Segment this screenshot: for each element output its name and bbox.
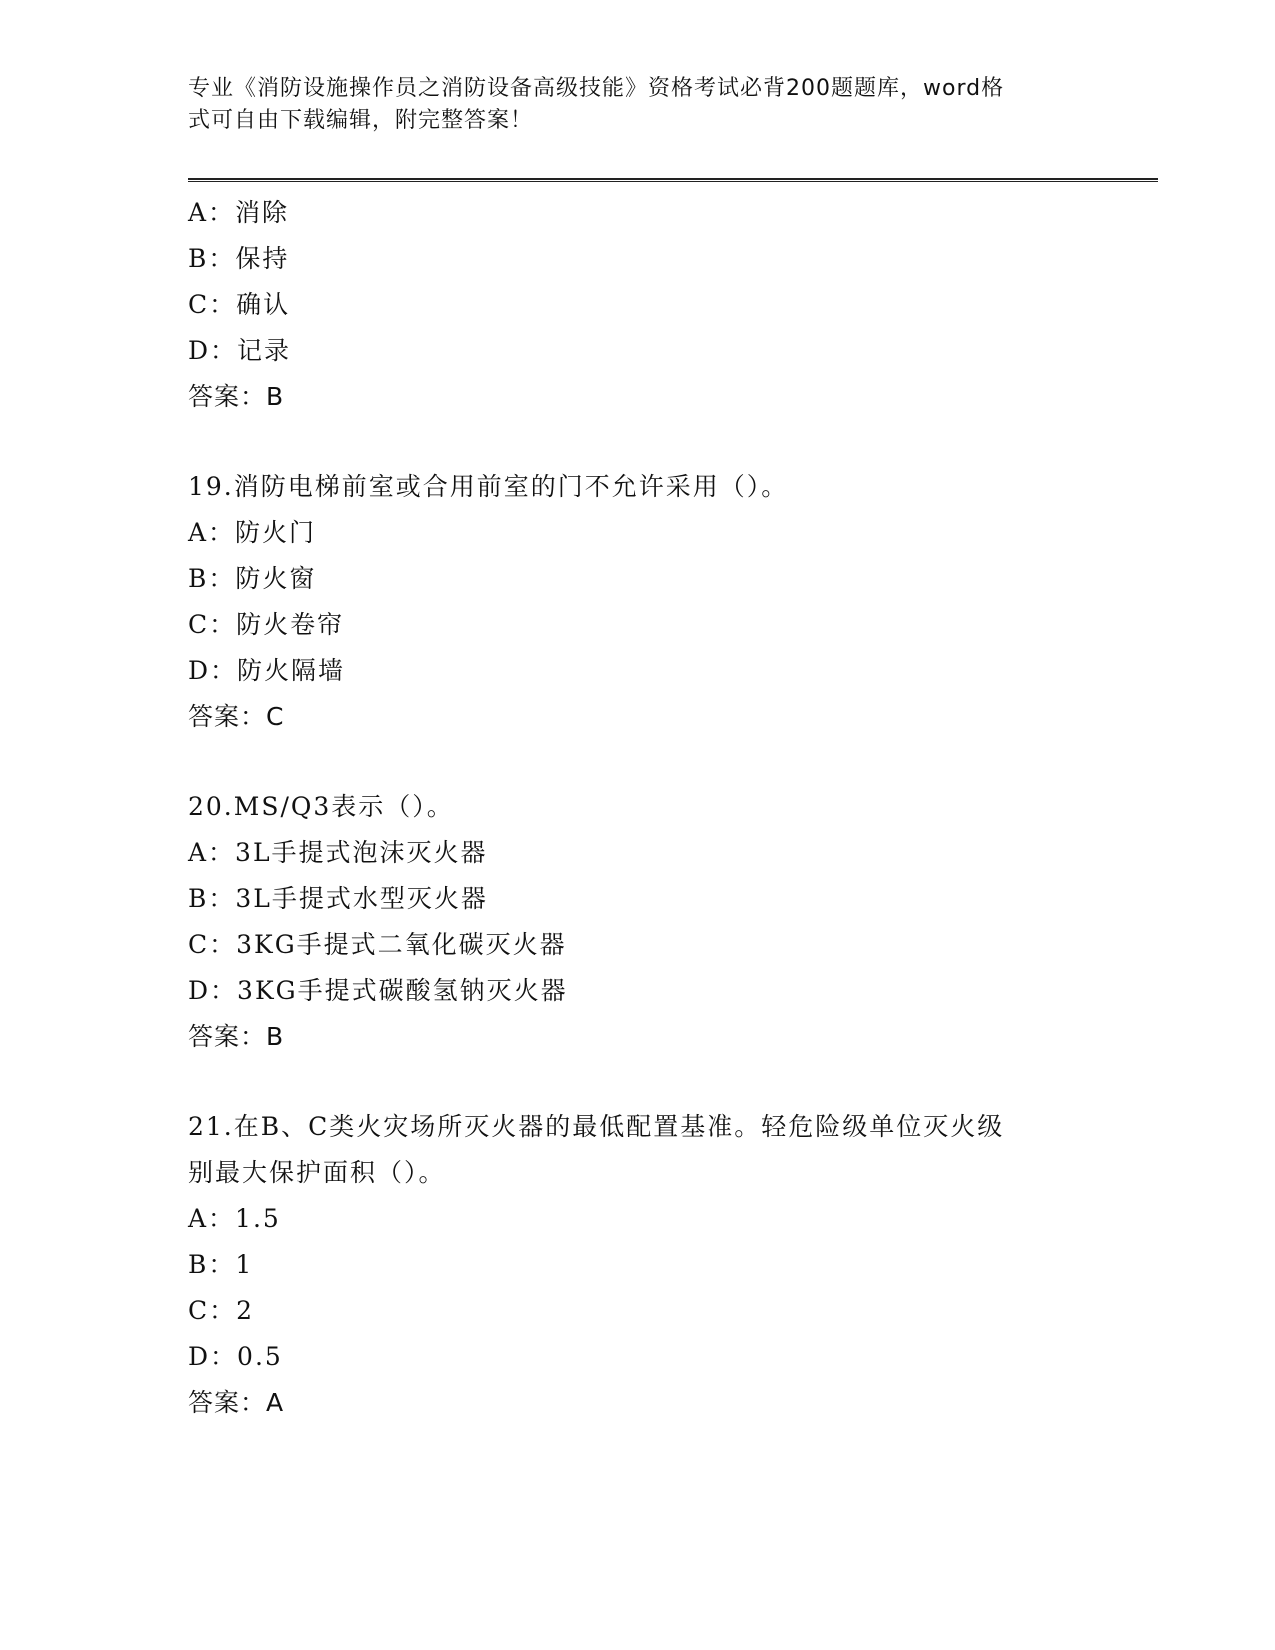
- question-stem: 19.消防电梯前室或合用前室的门不允许采用（）。: [188, 472, 789, 501]
- question-stem-line-1: 21.在B、C类火灾场所灭火器的最低配置基准。轻危险级单位灭火级: [188, 1112, 1005, 1141]
- option-c: C：2: [188, 1296, 255, 1325]
- option-b: B：1: [188, 1250, 254, 1279]
- spacer: [188, 1060, 1158, 1104]
- question-18-partial: [188, 190, 1158, 420]
- question-21: [188, 1104, 1158, 1426]
- answer-line: 答案：B: [188, 1022, 285, 1051]
- question-19: [188, 464, 1158, 740]
- option-b: B：3L手提式水型灭火器: [188, 884, 488, 913]
- option-d: D：防火隔墙: [188, 656, 346, 685]
- option-d: D：3KG手提式碳酸氢钠灭火器: [188, 976, 568, 1005]
- option-a: A：消除: [188, 198, 290, 227]
- option-b: B：保持: [188, 244, 290, 273]
- spacer: [188, 740, 1158, 784]
- document-header: [188, 73, 1088, 137]
- option-c: C：确认: [188, 290, 291, 319]
- option-c: C：防火卷帘: [188, 610, 345, 639]
- option-c: C：3KG手提式二氧化碳灭火器: [188, 930, 567, 959]
- option-a: A：3L手提式泡沫灭火器: [188, 838, 488, 867]
- option-a: A：1.5: [188, 1204, 281, 1233]
- question-20: [188, 784, 1158, 1060]
- header-line-2: 式可自由下载编辑，附完整答案！: [188, 108, 534, 133]
- header-divider: [188, 178, 1158, 182]
- option-b: B：防火窗: [188, 564, 317, 593]
- question-list: [188, 190, 1158, 1426]
- header-line-1: 专业《消防设施操作员之消防设备高级技能》资格考试必背200题题库，word格: [188, 76, 1005, 101]
- option-d: D：0.5: [188, 1342, 283, 1371]
- question-stem-line-2: 别最大保护面积（）。: [188, 1158, 446, 1187]
- question-stem: 20.MS/Q3表示（）。: [188, 792, 454, 821]
- option-d: D：记录: [188, 336, 292, 365]
- answer-line: 答案：A: [188, 1388, 285, 1417]
- answer-line: 答案：C: [188, 702, 285, 731]
- spacer: [188, 420, 1158, 464]
- answer-line: 答案：B: [188, 382, 285, 411]
- option-a: A：防火门: [188, 518, 317, 547]
